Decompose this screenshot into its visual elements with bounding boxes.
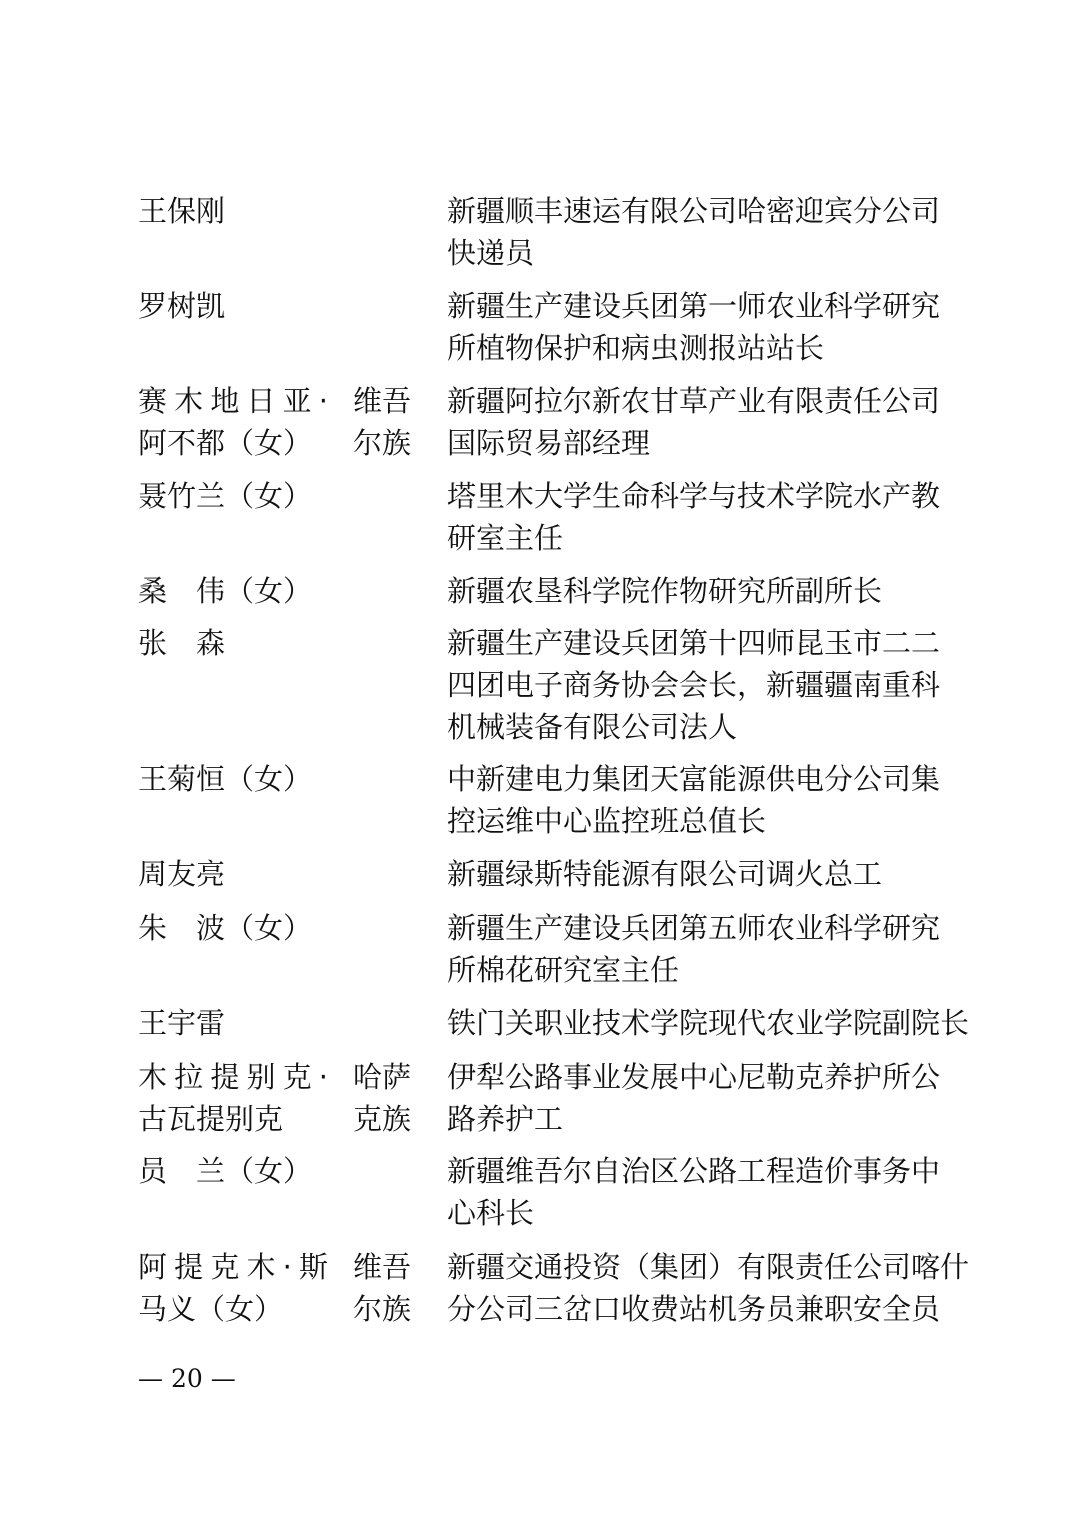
person-name-line: 王菊恒（女） [138,762,313,796]
organization-title [447,907,947,991]
organization-title-line: 铁门关职业技术学院现代农业学院副院长 [447,1006,970,1040]
person-name [138,622,348,664]
person-name-line: 张 森 [138,626,226,660]
organization-title-line: 机械装备有限公司法人 [447,710,738,744]
person-name [138,1246,348,1330]
organization-title [447,1056,947,1140]
organization-title-line: 新疆生产建设兵团第五师农业科学研究 [447,911,941,945]
ethnicity-line: 哈萨 [353,1060,412,1094]
organization-title-line: 所棉花研究室主任 [447,953,680,987]
organization-title-line: 伊犁公路事业发展中心尼勒克养护所公 [447,1060,941,1094]
organization-title-line: 路养护工 [447,1102,564,1136]
organization-title-line: 四团电子商务协会会长，新疆疆南重科 [447,668,941,702]
organization-title [447,1150,947,1234]
organization-title-line: 研室主任 [447,521,564,555]
ethnicity-line: 克族 [353,1102,412,1136]
page-number: — 20 — [138,1364,236,1393]
organization-title [447,475,947,559]
person-name [138,1002,348,1044]
ethnicity [353,1056,415,1140]
person-name-line: 王保刚 [138,194,226,228]
organization-title [447,622,947,748]
person-name-line: 罗树凯 [138,289,226,323]
organization-title-line: 国际贸易部经理 [447,426,651,460]
person-name [138,380,348,464]
organization-title [447,1246,970,1330]
person-name [138,1150,348,1192]
person-name-line: 聂竹兰（女） [138,479,313,513]
organization-title [447,1002,970,1044]
person-name [138,907,348,949]
person-name-line: 赛木地日亚· [138,384,328,418]
organization-title-line: 新疆交通投资（集团）有限责任公司喀什 [447,1250,970,1284]
person-name-line: 古瓦提别克 [138,1102,284,1136]
organization-title-line: 新疆生产建设兵团第一师农业科学研究 [447,289,941,323]
organization-title [447,570,947,612]
person-name [138,853,348,895]
ethnicity-line: 维吾 [353,384,412,418]
ethnicity-line: 尔族 [353,426,412,460]
organization-title-line: 所植物保护和病虫测报站站长 [447,331,825,365]
ethnicity [353,1246,415,1330]
ethnicity-line: 尔族 [353,1292,412,1326]
organization-title-line: 控运维中心监控班总值长 [447,804,767,838]
person-name [138,475,348,517]
person-name-line: 阿不都（女） [138,426,313,460]
organization-title [447,380,947,464]
person-name [138,190,348,232]
organization-title-line: 新疆生产建设兵团第十四师昆玉市二二 [447,626,941,660]
person-name-line: 王宇雷 [138,1006,226,1040]
person-name-line: 阿提克木·斯 [138,1250,328,1284]
person-name-line: 周友亮 [138,857,226,891]
organization-title-line: 新疆顺丰速运有限公司哈密迎宾分公司 [447,194,941,228]
person-name-line: 木拉提别克· [138,1060,328,1094]
person-name-line: 马义（女） [138,1292,284,1326]
ethnicity-line: 维吾 [353,1250,412,1284]
person-name [138,285,348,327]
organization-title-line: 新疆维吾尔自治区公路工程造价事务中 [447,1154,941,1188]
organization-title-line: 塔里木大学生命科学与技术学院水产教 [447,479,941,513]
organization-title [447,853,947,895]
organization-title-line: 新疆绿斯特能源有限公司调火总工 [447,857,883,891]
person-name [138,758,348,800]
person-name [138,1056,348,1140]
organization-title-line: 快递员 [447,236,535,270]
organization-title [447,758,947,842]
organization-title [447,285,947,369]
organization-title [447,190,947,274]
person-name-line: 桑 伟（女） [138,574,313,608]
organization-title-line: 新疆农垦科学院作物研究所副所长 [447,574,883,608]
organization-title-line: 分公司三岔口收费站机务员兼职安全员 [447,1292,941,1326]
person-name [138,570,348,612]
person-name-line: 员 兰（女） [138,1154,313,1188]
organization-title-line: 中新建电力集团天富能源供电分公司集 [447,762,941,796]
ethnicity [353,380,415,464]
person-name-line: 朱 波（女） [138,911,313,945]
organization-title-line: 心科长 [447,1196,535,1230]
organization-title-line: 新疆阿拉尔新农甘草产业有限责任公司 [447,384,941,418]
